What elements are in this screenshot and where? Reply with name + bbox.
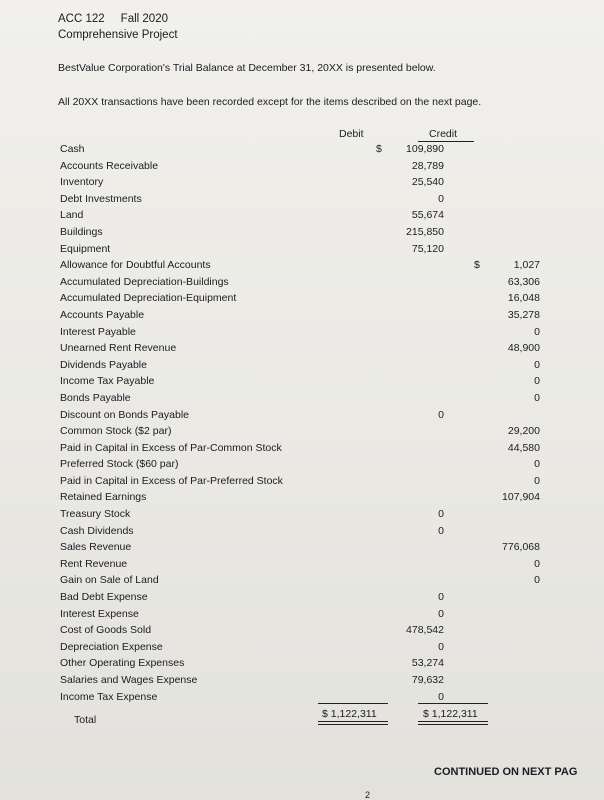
table-row: [60, 174, 560, 191]
account-name: Cost of Goods Sold: [60, 624, 152, 637]
table-row: [60, 274, 560, 291]
account-name: Allowance for Doubtful Accounts: [60, 259, 211, 272]
credit-amount: 1,027: [513, 259, 540, 272]
account-name: Treasury Stock: [60, 508, 131, 521]
account-name: Income Tax Expense: [60, 690, 158, 703]
debit-amount: 0: [438, 690, 444, 703]
debit-amount: 55,674: [411, 209, 444, 222]
trial-balance-table: [60, 141, 560, 705]
intro-line-1: BestValue Corporation's Trial Balance at December 31, 20XX is presented below.: [58, 62, 436, 74]
table-row: [60, 324, 560, 341]
credit-amount: 0: [534, 474, 540, 487]
credit-amount: 0: [534, 375, 540, 388]
account-name: Sales Revenue: [60, 541, 132, 554]
debit-dollar-sign: $: [376, 143, 382, 155]
page-number: 2: [365, 790, 371, 800]
account-name: Other Operating Expenses: [60, 657, 185, 670]
table-row: [60, 606, 560, 623]
debit-amount: 478,542: [406, 624, 444, 637]
table-row: [60, 672, 560, 689]
table-row: [60, 489, 560, 506]
debit-amount: 0: [438, 408, 444, 421]
debit-total: $ 1,122,311: [322, 708, 377, 720]
account-name: Interest Payable: [60, 325, 136, 338]
table-row: [60, 423, 560, 440]
account-name: Unearned Rent Revenue: [60, 342, 177, 355]
continued-note: CONTINUED ON NEXT PAG: [434, 766, 578, 778]
account-name: Interest Expense: [60, 607, 139, 620]
table-row: [60, 572, 560, 589]
credit-amount: 16,048: [507, 292, 540, 305]
debit-amount: 28,789: [411, 159, 444, 172]
account-name: Retained Earnings: [60, 491, 147, 504]
account-name: Buildings: [60, 225, 103, 238]
account-name: Bonds Payable: [60, 391, 131, 404]
table-row: [60, 257, 560, 274]
debit-total-rule: [318, 703, 388, 704]
table-row: [60, 307, 560, 324]
debit-amount: 79,632: [411, 674, 444, 686]
account-name: Accounts Payable: [60, 308, 145, 321]
credit-amount: 0: [534, 358, 540, 371]
debit-amount: 215,850: [406, 225, 444, 238]
table-row: [60, 589, 560, 606]
account-name: Paid in Capital in Excess of Par-Preferred Stock: [60, 474, 283, 487]
credit-amount: 0: [534, 325, 540, 338]
table-row: [60, 506, 560, 523]
credit-amount: 29,200: [507, 425, 540, 438]
table-row: [60, 407, 560, 424]
table-row: [60, 556, 560, 573]
credit-column-header: Credit: [429, 128, 458, 140]
course-header: [58, 13, 168, 25]
table-row: [60, 224, 560, 241]
credit-amount: 0: [534, 557, 540, 570]
credit-total-rule: [418, 703, 488, 704]
account-name: Inventory: [60, 176, 104, 189]
table-row: [60, 207, 560, 224]
account-name: Accumulated Depreciation-Buildings: [60, 275, 229, 288]
account-name: Cash Dividends: [60, 524, 134, 537]
credit-amount: 63,306: [507, 275, 540, 288]
credit-amount: 44,580: [507, 441, 540, 454]
account-name: Dividends Payable: [60, 358, 147, 371]
project-title: Comprehensive Project: [58, 29, 178, 41]
credit-dollar-sign: $: [474, 259, 480, 272]
total-label: Total: [74, 714, 97, 726]
account-name: Cash: [60, 143, 85, 155]
debit-amount: 75,120: [411, 242, 444, 255]
account-name: Debt Investments: [60, 192, 142, 205]
debit-amount: 0: [438, 607, 444, 620]
account-name: Equipment: [60, 242, 111, 255]
debit-amount: 0: [438, 192, 444, 205]
credit-total-double-rule: [418, 721, 488, 725]
account-name: Accounts Receivable: [60, 159, 159, 172]
debit-amount: 25,540: [411, 176, 444, 189]
account-name: Land: [60, 209, 84, 222]
credit-amount: 48,900: [507, 342, 540, 355]
debit-total-double-rule: [318, 721, 388, 725]
table-row: [60, 373, 560, 390]
table-row: [60, 141, 560, 158]
table-row: [60, 456, 560, 473]
credit-amount: 107,904: [502, 491, 540, 504]
table-row: [60, 473, 560, 490]
credit-amount: 0: [534, 391, 540, 404]
account-name: Salaries and Wages Expense: [60, 674, 198, 686]
debit-column-header: Debit: [339, 128, 364, 140]
debit-amount: 109,890: [406, 143, 444, 155]
table-row: [60, 290, 560, 307]
table-row: [60, 340, 560, 357]
credit-amount: 0: [534, 458, 540, 471]
table-row: [60, 191, 560, 208]
table-row: [60, 639, 560, 656]
table-row: [60, 539, 560, 556]
debit-amount: 0: [438, 524, 444, 537]
account-name: Common Stock ($2 par): [60, 425, 172, 438]
credit-amount: 35,278: [507, 308, 540, 321]
account-name: Bad Debt Expense: [60, 591, 148, 604]
course-code: ACC 122: [58, 13, 105, 25]
credit-amount: 0: [534, 574, 540, 587]
credit-total: $ 1,122,311: [423, 708, 478, 720]
debit-amount: 53,274: [411, 657, 444, 670]
account-name: Depreciation Expense: [60, 640, 163, 653]
account-name: Paid in Capital in Excess of Par-Common Stock: [60, 441, 282, 454]
account-name: Gain on Sale of Land: [60, 574, 159, 587]
credit-amount: 776,068: [502, 541, 540, 554]
table-row: [60, 655, 560, 672]
table-row: [60, 390, 560, 407]
table-row: [60, 241, 560, 258]
account-name: Discount on Bonds Payable: [60, 408, 189, 421]
table-row: [60, 440, 560, 457]
account-name: Rent Revenue: [60, 557, 128, 570]
course-term: Fall 2020: [120, 13, 168, 25]
table-row: [60, 523, 560, 540]
table-row: [60, 357, 560, 374]
account-name: Accumulated Depreciation-Equipment: [60, 292, 237, 305]
account-name: Income Tax Payable: [60, 375, 155, 388]
debit-amount: 0: [438, 508, 444, 521]
table-row: [60, 622, 560, 639]
intro-line-2: All 20XX transactions have been recorded except for the items described on the next page.: [58, 96, 482, 108]
debit-amount: 0: [438, 640, 444, 653]
debit-amount: 0: [438, 591, 444, 604]
account-name: Preferred Stock ($60 par): [60, 458, 179, 471]
table-row: [60, 158, 560, 175]
